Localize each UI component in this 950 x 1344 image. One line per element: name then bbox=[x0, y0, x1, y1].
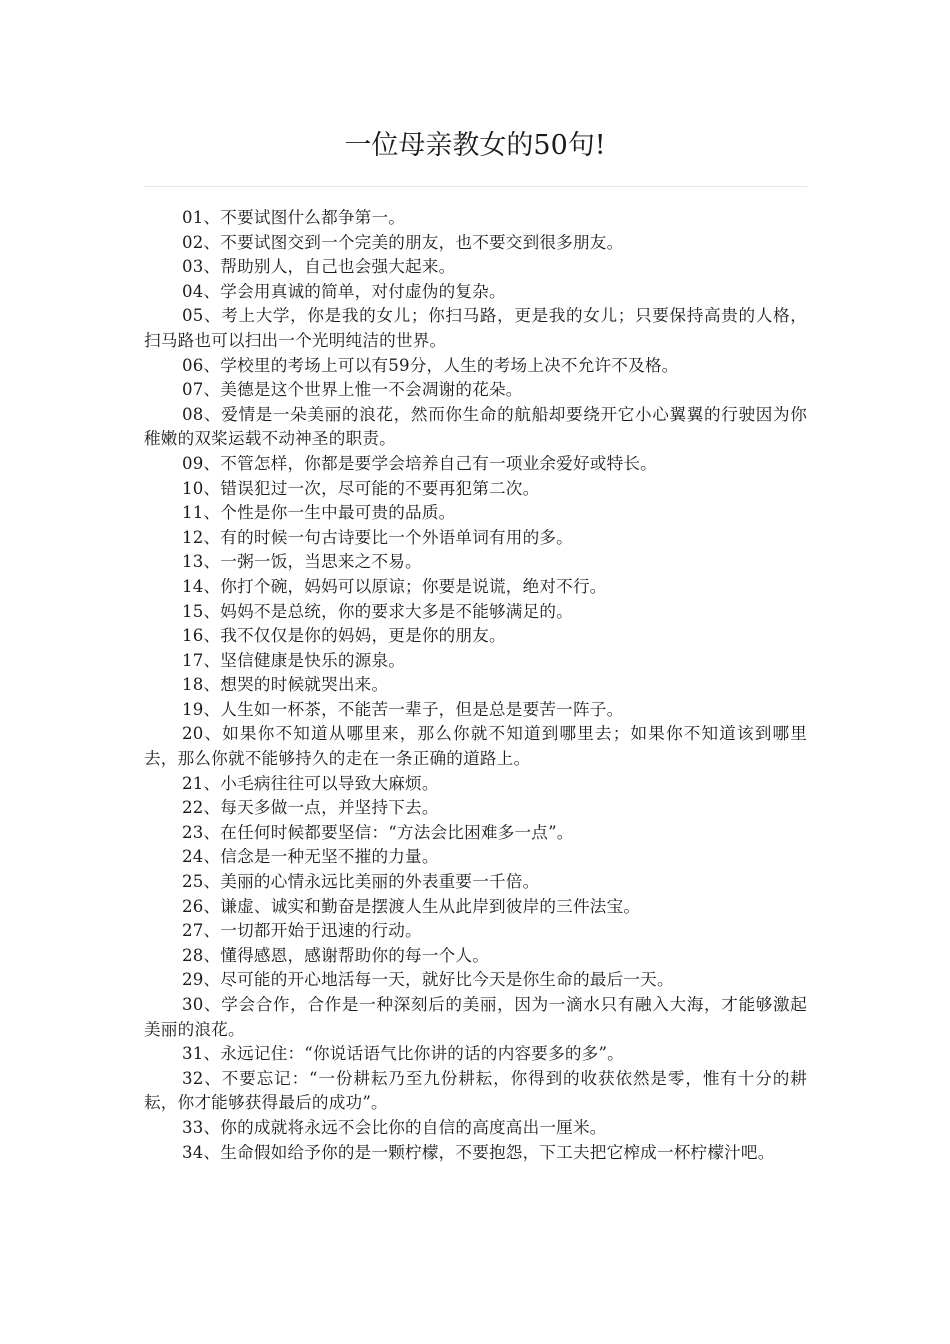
list-item: 07、美德是这个世界上惟一不会凋谢的花朵。 bbox=[182, 380, 523, 400]
list-item: 06、学校里的考场上可以有59分，人生的考场上决不允许不及格。 bbox=[182, 355, 679, 375]
list-item: 12、有的时候一句古诗要比一个外语单词有用的多。 bbox=[182, 527, 573, 547]
list-item: 29、尽可能的开心地活每一天，就好比今天是你生命的最后一天。 bbox=[182, 970, 674, 990]
list-item: 24、信念是一种无坚不摧的力量。 bbox=[182, 847, 439, 867]
list-item: 11、个性是你一生中最可贵的品质。 bbox=[182, 503, 456, 523]
list-item: 01、不要试图什么都争第一。 bbox=[182, 208, 406, 227]
list-item: 31、永远记住：“你说话语气比你讲的话的内容要多的多”。 bbox=[182, 1044, 624, 1064]
list-item: 13、一粥一饭，当思来之不易。 bbox=[182, 552, 422, 572]
list-item: 26、谦虚、诚实和勤奋是摆渡人生从此岸到彼岸的三件法宝。 bbox=[182, 896, 641, 916]
list-item: 34、生命假如给予你的是一颗柠檬，不要抱怨，下工夫把它榨成一杯柠檬汁吧。 bbox=[182, 1142, 775, 1162]
list-item: 33、你的成就将永远不会比你的自信的高度高出一厘米。 bbox=[182, 1117, 607, 1137]
list-item: 32、不要忘记：“一份耕耘乃至九份耕耘，你得到的收获依然是零，惟有十分的耕耘，你才能够获得最后的成功”。 bbox=[144, 1068, 807, 1113]
list-item: 27、一切都开始于迅速的行动。 bbox=[182, 921, 422, 941]
list-item: 03、帮助别人，自己也会强大起来。 bbox=[182, 257, 456, 277]
list-item: 15、妈妈不是总统，你的要求大多是不能够满足的。 bbox=[182, 601, 573, 621]
title-divider bbox=[144, 186, 807, 187]
page-title: 一位母亲教女的50句! bbox=[344, 130, 606, 161]
list-item: 25、美丽的心情永远比美丽的外表重要一千倍。 bbox=[182, 872, 540, 892]
list-item: 05、考上大学，你是我的女儿；你扫马路，更是我的女儿；只要保持高贵的人格，扫马路也可以扫出一个光明纯洁的世界。 bbox=[144, 306, 807, 350]
list-item: 04、学会用真诚的简单，对付虚伪的复杂。 bbox=[182, 281, 506, 301]
list-item: 02、不要试图交到一个完美的朋友，也不要交到很多朋友。 bbox=[182, 232, 624, 252]
list-item: 18、想哭的时候就哭出来。 bbox=[182, 675, 389, 695]
list-item: 20、如果你不知道从哪里来，那么你就不知道到哪里去；如果你不知道该到哪里去，那么你就不能够持久的走在一条正确的道路上。 bbox=[144, 724, 807, 769]
list-item: 08、爱情是一朵美丽的浪花，然而你生命的航船却要绕开它小心翼翼的行驶因为你稚嫩的双桨运载不动神圣的职责。 bbox=[144, 404, 807, 449]
list-item: 16、我不仅仅是你的妈妈，更是你的朋友。 bbox=[182, 626, 506, 646]
list-item: 30、学会合作，合作是一种深刻后的美丽，因为一滴水只有融入大海，才能够激起美丽的浪花。 bbox=[144, 995, 807, 1039]
list-item: 17、坚信健康是快乐的源泉。 bbox=[182, 650, 406, 670]
list-item: 09、不管怎样，你都是要学会培养自己有一项业余爱好或特长。 bbox=[182, 453, 657, 473]
list-item: 14、你打个碗，妈妈可以原谅；你要是说谎，绝对不行。 bbox=[182, 576, 607, 596]
list-item: 21、小毛病往往可以导致大麻烦。 bbox=[182, 773, 439, 793]
list-item: 10、错误犯过一次，尽可能的不要再犯第二次。 bbox=[182, 478, 540, 498]
document-body bbox=[144, 206, 807, 1165]
list-item: 28、懂得感恩，感谢帮助你的每一个人。 bbox=[182, 945, 490, 965]
list-item: 23、在任何时候都要坚信：“方法会比困难多一点”。 bbox=[182, 822, 574, 842]
list-item: 22、每天多做一点，并坚持下去。 bbox=[182, 798, 439, 818]
list-item: 19、人生如一杯茶，不能苦一辈子，但是总是要苦一阵子。 bbox=[182, 699, 624, 719]
